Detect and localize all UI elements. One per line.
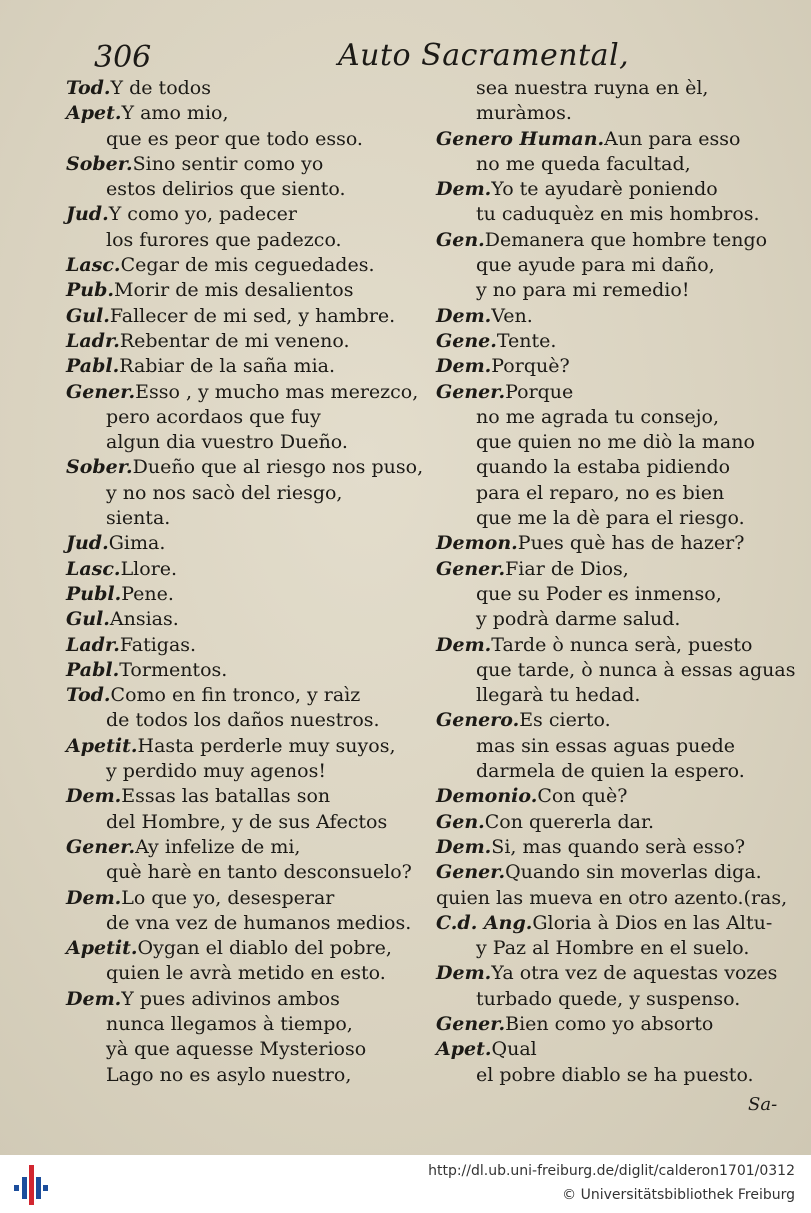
verse-line xyxy=(436,607,808,632)
speaker-label: Pub. xyxy=(66,279,115,302)
verse-line xyxy=(436,228,808,253)
verse-line xyxy=(436,531,808,556)
verse-text: Si, mas quando serà esso? xyxy=(491,835,746,858)
verse-line xyxy=(436,886,808,911)
verse-line xyxy=(436,911,808,936)
verse-text: de todos los daños nuestros. xyxy=(106,709,380,732)
speaker-label: Dem. xyxy=(66,987,122,1010)
verse-line xyxy=(66,177,436,202)
verse-line xyxy=(436,380,808,405)
verse-text: Gima. xyxy=(108,532,166,555)
speaker-label: Lasc. xyxy=(66,557,121,580)
speaker-label: Demon. xyxy=(436,532,518,555)
verse-text: estos delirios que siento. xyxy=(106,178,346,201)
speaker-label: Tod. xyxy=(66,77,111,99)
verse-text: Esso , y mucho mas merezco, xyxy=(135,380,419,403)
verse-line xyxy=(66,734,436,759)
speaker-label: Dem. xyxy=(436,962,492,985)
verse-line xyxy=(66,278,436,303)
verse-text: llegarà tu hedad. xyxy=(476,684,641,707)
verse-text: y Paz al Hombre en el suelo. xyxy=(476,937,750,960)
speaker-label: Dem. xyxy=(66,785,122,808)
verse-text: Lo que yo, desesperar xyxy=(121,886,335,909)
verse-text: y no nos sacò del riesgo, xyxy=(106,481,343,504)
speaker-label: Gul. xyxy=(66,608,110,631)
verse-text: Dueño que al riesgo nos puso, xyxy=(132,456,424,479)
verse-line xyxy=(66,152,436,177)
verse-text: Y amo mio, xyxy=(121,102,229,125)
verse-text: para el reparo, no es bien xyxy=(476,481,725,504)
verse-line xyxy=(66,506,436,531)
verse-text: quando la estaba pidiendo xyxy=(476,456,731,479)
verse-text: sea nuestra ruyna en èl, xyxy=(476,77,709,99)
verse-text: Tarde ò nunca serà, puesto xyxy=(491,633,753,656)
verse-text: què harè en tanto desconsuelo? xyxy=(106,861,412,884)
verse-text: darmela de quien la espero. xyxy=(476,760,745,783)
speaker-label: Ladr. xyxy=(66,633,120,656)
speaker-label: Gener. xyxy=(436,861,506,884)
speaker-label: Pabl. xyxy=(66,658,120,681)
speaker-label: Genero. xyxy=(436,709,520,732)
verse-text: muràmos. xyxy=(476,102,572,125)
speaker-label: Gener. xyxy=(436,557,506,580)
verse-line xyxy=(66,784,436,809)
verse-text: turbado quede, y suspenso. xyxy=(476,987,741,1010)
verse-line xyxy=(66,101,436,126)
verse-text: no me queda facultad, xyxy=(476,152,691,175)
verse-text: Como en fin tronco, y raìz xyxy=(110,684,361,707)
verse-line xyxy=(66,405,436,430)
verse-line xyxy=(66,708,436,733)
speaker-label: Gen. xyxy=(436,810,485,833)
verse-text: Bien como yo absorto xyxy=(505,1012,714,1035)
verse-line xyxy=(436,177,808,202)
verse-line xyxy=(66,886,436,911)
verse-line xyxy=(66,1012,436,1037)
speaker-label: Sober. xyxy=(66,152,133,175)
verse-text: y podrà darme salud. xyxy=(476,608,681,631)
verse-text: sienta. xyxy=(106,507,171,530)
running-title: Auto Sacramental, xyxy=(338,38,630,73)
verse-text: Cegar de mis ceguedades. xyxy=(120,254,375,277)
verse-line xyxy=(66,683,436,708)
speaker-label: Gener. xyxy=(66,380,136,403)
verse-line xyxy=(66,380,436,405)
speaker-label: C.d. Ang. xyxy=(436,911,533,934)
verse-text: Aun para esso xyxy=(604,127,741,150)
verse-text: Quando sin moverlas diga. xyxy=(505,861,762,884)
verse-line xyxy=(436,253,808,278)
verse-text: y perdido muy agenos! xyxy=(106,760,326,783)
verse-line xyxy=(436,430,808,455)
speaker-label: Ladr. xyxy=(66,329,120,352)
verse-line xyxy=(436,582,808,607)
speaker-label: Tod. xyxy=(66,684,111,707)
verse-line xyxy=(436,557,808,582)
verse-line xyxy=(66,835,436,860)
verse-text: Ya otra vez de aquestas vozes xyxy=(491,962,778,985)
verse-line xyxy=(66,658,436,683)
verse-text: Sino sentir como yo xyxy=(132,152,324,175)
verse-text: Fatigas. xyxy=(119,633,197,656)
text-column-right xyxy=(436,76,808,1088)
verse-text: pero acordaos que fuy xyxy=(106,405,321,428)
verse-line xyxy=(436,405,808,430)
verse-text: Tente. xyxy=(496,329,557,352)
verse-text: Ven. xyxy=(491,304,533,327)
verse-line xyxy=(436,506,808,531)
verse-line xyxy=(436,76,808,101)
verse-text: mas sin essas aguas puede xyxy=(476,734,735,757)
verse-line xyxy=(436,810,808,835)
verse-line xyxy=(436,329,808,354)
verse-text: quien las mueva en otro azento.(ras, xyxy=(436,886,788,909)
speaker-label: Apetit. xyxy=(66,937,138,960)
verse-text: Fallecer de mi sed, y hambre. xyxy=(109,304,396,327)
verse-text: el pobre diablo se ha puesto. xyxy=(476,1063,754,1086)
speaker-label: Pabl. xyxy=(66,355,120,378)
speaker-label: Gener. xyxy=(436,1012,506,1035)
verse-line xyxy=(66,961,436,986)
verse-line xyxy=(66,481,436,506)
verse-line xyxy=(436,961,808,986)
verse-text: Y de todos xyxy=(110,77,211,99)
verse-line xyxy=(436,481,808,506)
text-column-left xyxy=(66,76,436,1088)
verse-line xyxy=(436,683,808,708)
verse-line xyxy=(436,202,808,227)
verse-text: Con què? xyxy=(537,785,628,808)
speaker-label: Gene. xyxy=(436,329,497,352)
speaker-label: Dem. xyxy=(436,633,492,656)
verse-line xyxy=(436,1012,808,1037)
speaker-label: Gen. xyxy=(436,228,485,251)
verse-text: Con quererla dar. xyxy=(484,810,655,833)
verse-text: Porque xyxy=(505,380,574,403)
verse-text: quien le avrà metido en esto. xyxy=(106,962,386,985)
verse-line xyxy=(436,936,808,961)
verse-line xyxy=(66,430,436,455)
verse-text: Y pues adivinos ambos xyxy=(121,987,340,1010)
verse-line xyxy=(436,127,808,152)
speaker-label: Apet. xyxy=(66,102,122,125)
verse-text: Essas las batallas son xyxy=(121,785,331,808)
speaker-label: Jud. xyxy=(66,203,109,226)
verse-text: Demanera que hombre tengo xyxy=(484,228,768,251)
verse-line xyxy=(66,860,436,885)
verse-line xyxy=(436,987,808,1012)
verse-line xyxy=(66,253,436,278)
verse-line xyxy=(66,354,436,379)
copyright-notice: © Universitätsbibliothek Freiburg xyxy=(562,1187,795,1203)
verse-line xyxy=(436,759,808,784)
verse-line xyxy=(436,455,808,480)
speaker-label: Jud. xyxy=(66,532,109,555)
page-number: 306 xyxy=(94,40,152,75)
speaker-label: Apetit. xyxy=(66,734,138,757)
speaker-label: Dem. xyxy=(436,355,492,378)
verse-line xyxy=(436,784,808,809)
verse-line xyxy=(66,531,436,556)
verse-line xyxy=(66,557,436,582)
verse-line xyxy=(66,304,436,329)
verse-line xyxy=(66,228,436,253)
verse-text: Tormentos. xyxy=(119,658,228,681)
speaker-label: Dem. xyxy=(436,304,492,327)
verse-text: que quien no me diò la mano xyxy=(476,431,755,454)
verse-text: que tarde, ò nunca à essas aguas xyxy=(476,658,796,681)
speaker-label: Dem. xyxy=(436,178,492,201)
verse-text: Yo te ayudarè poniendo xyxy=(491,178,718,201)
verse-line xyxy=(66,76,436,101)
verse-line xyxy=(66,1037,436,1062)
verse-text: Es cierto. xyxy=(519,709,611,732)
verse-line xyxy=(436,1063,808,1088)
verse-text: Lago no es asylo nuestro, xyxy=(106,1063,352,1086)
verse-text: nunca llegamos à tiempo, xyxy=(106,1012,353,1035)
verse-line xyxy=(66,329,436,354)
verse-line xyxy=(436,708,808,733)
verse-text: que su Poder es inmenso, xyxy=(476,582,722,605)
verse-line xyxy=(66,607,436,632)
verse-line xyxy=(436,1037,808,1062)
verse-text: Porquè? xyxy=(491,355,570,378)
verse-line xyxy=(436,101,808,126)
speaker-label: Apet. xyxy=(436,1038,492,1061)
verse-text: de vna vez de humanos medios. xyxy=(106,911,412,934)
speaker-label: Dem. xyxy=(436,835,492,858)
verse-line xyxy=(66,127,436,152)
verse-text: Fiar de Dios, xyxy=(505,557,629,580)
verse-line xyxy=(66,633,436,658)
verse-text: Rebentar de mi veneno. xyxy=(119,329,350,352)
speaker-label: Gener. xyxy=(436,380,506,403)
catchword: Sa- xyxy=(748,1094,778,1115)
speaker-label: Genero Human. xyxy=(436,127,605,150)
speaker-label: Dem. xyxy=(66,886,122,909)
verse-text: Y como yo, padecer xyxy=(108,203,297,226)
speaker-label: Sober. xyxy=(66,456,133,479)
verse-line xyxy=(436,860,808,885)
source-url[interactable]: http://dl.ub.uni-freiburg.de/diglit/calderon1701/0312 xyxy=(428,1163,795,1179)
speaker-label: Gul. xyxy=(66,304,110,327)
verse-text: algun dia vuestro Dueño. xyxy=(106,431,348,454)
verse-line xyxy=(66,936,436,961)
verse-line xyxy=(436,152,808,177)
verse-line xyxy=(436,835,808,860)
verse-text: que me la dè para el riesgo. xyxy=(476,507,745,530)
verse-text: Oygan el diablo del pobre, xyxy=(137,937,392,960)
verse-text: del Hombre, y de sus Afectos xyxy=(106,810,388,833)
verse-line xyxy=(66,455,436,480)
verse-text: no me agrada tu consejo, xyxy=(476,405,720,428)
speaker-label: Lasc. xyxy=(66,254,121,277)
verse-line xyxy=(436,734,808,759)
verse-line xyxy=(436,278,808,303)
verse-text: Qual xyxy=(491,1038,537,1061)
verse-text: yà que aquesse Mysterioso xyxy=(106,1038,367,1061)
verse-line xyxy=(66,1063,436,1088)
verse-line xyxy=(436,658,808,683)
verse-text: tu caduquèz en mis hombros. xyxy=(476,203,760,226)
verse-text: Rabiar de la saña mia. xyxy=(119,355,336,378)
speaker-label: Gener. xyxy=(66,835,136,858)
verse-line xyxy=(66,810,436,835)
verse-line xyxy=(66,987,436,1012)
speaker-label: Publ. xyxy=(66,582,122,605)
verse-text: Llore. xyxy=(120,557,178,580)
verse-text: que ayude para mi daño, xyxy=(476,254,715,277)
verse-text: que es peor que todo esso. xyxy=(106,127,363,150)
verse-text: Hasta perderle muy suyos, xyxy=(137,734,396,757)
verse-text: y no para mi remedio! xyxy=(476,279,690,302)
verse-text: Pues què has de hazer? xyxy=(517,532,745,555)
verse-text: los furores que padezco. xyxy=(106,228,342,251)
verse-text: Pene. xyxy=(121,582,174,605)
verse-line xyxy=(436,633,808,658)
verse-text: Morir de mis desalientos xyxy=(114,279,354,302)
verse-line xyxy=(436,354,808,379)
viewer-footer xyxy=(0,1155,811,1213)
verse-text: Ansias. xyxy=(109,608,179,631)
speaker-label: Demonio. xyxy=(436,785,538,808)
verse-line xyxy=(66,202,436,227)
verse-text: Gloria à Dios en las Altu- xyxy=(532,911,773,934)
verse-text: Ay infelize de mi, xyxy=(135,835,301,858)
verse-line xyxy=(66,759,436,784)
verse-line xyxy=(66,582,436,607)
verse-line xyxy=(436,304,808,329)
library-logo-icon xyxy=(10,1163,52,1207)
verse-line xyxy=(66,911,436,936)
